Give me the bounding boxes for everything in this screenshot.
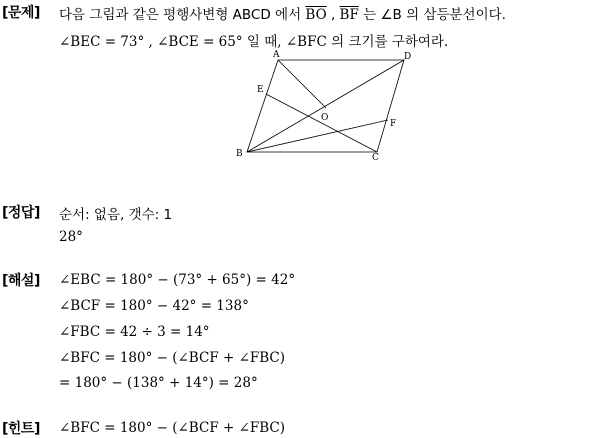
answer-value: 28° — [59, 229, 83, 245]
segment-bo-overline: $\overline{BO}$ — [305, 7, 327, 23]
segment-ec — [266, 94, 377, 152]
label-o: O — [321, 113, 329, 123]
hint-text: ∠BFC = 180° − (∠BCF + ∠FBC) — [59, 420, 286, 436]
answer-tag: [정답] — [2, 205, 40, 221]
segment-bd — [247, 60, 404, 152]
solution-step-1: ∠EBC = 180° − (73° + 65°) = 42° — [59, 272, 296, 288]
label-b: B — [236, 149, 243, 159]
answer-meta: 순서: 없음, 갯수: 1 — [59, 207, 173, 223]
hint-tag: [힌트] — [2, 421, 40, 437]
label-f: F — [390, 119, 397, 129]
label-d: D — [404, 52, 412, 62]
segment-bf — [247, 120, 388, 152]
label-e: E — [257, 85, 264, 95]
problem-text-line2: ∠BEC = 73° , ∠BCE = 65° 일 때, ∠BFC 의 크기를 구하여라. — [59, 34, 449, 50]
solution-step-4: ∠BFC = 180° − (∠BCF + ∠FBC) — [59, 350, 286, 366]
label-c: C — [372, 153, 379, 163]
parallelogram-figure — [230, 46, 510, 171]
solution-step-2: ∠BCF = 180° − 42° = 138° — [59, 298, 249, 314]
label-a: A — [273, 50, 280, 60]
segment-bf-overline: $\overline{BF}$ — [339, 7, 359, 23]
problem-text-line1: 다음 그림과 같은 평행사변형 ABCD 에서 $\overline{BO}$ , $\overline{BF}$ 는 ∠B 의 삼등분선이다. — [59, 7, 506, 23]
segment-ao — [278, 60, 326, 108]
problem-tag: [문제] — [2, 5, 40, 21]
solution-step-5: = 180° − (138° + 14°) = 28° — [59, 375, 258, 391]
solution-tag: [해설] — [2, 273, 40, 289]
solution-step-3: ∠FBC = 42 ÷ 3 = 14° — [59, 324, 210, 340]
